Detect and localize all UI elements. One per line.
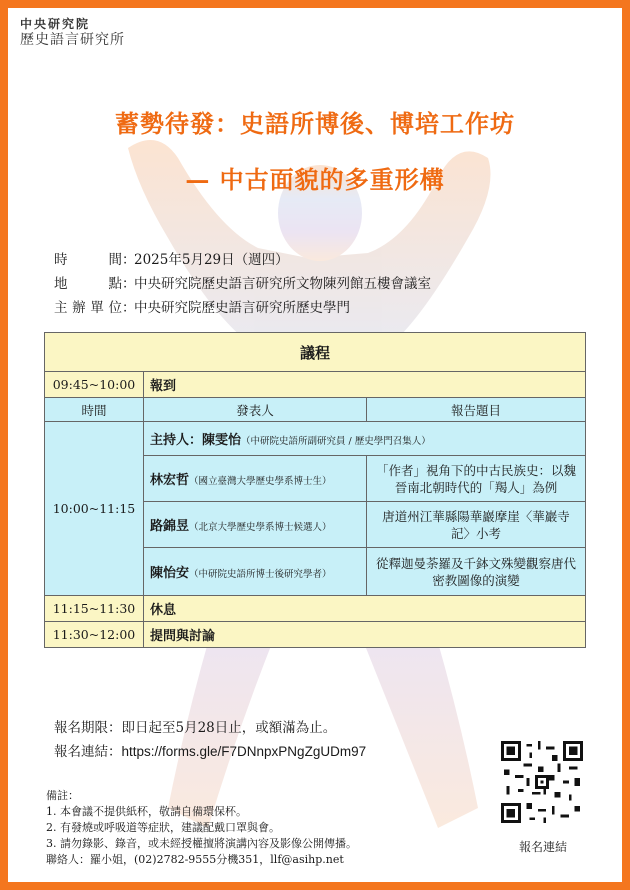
agenda-time: 11:15~11:30 (45, 596, 144, 622)
notes (46, 788, 357, 868)
registration-link-row: 報名連結：https://forms.gle/F7DNnpxPNgZgUDm97 (54, 744, 367, 760)
host-affiliation: （中研院史語所副研究員 / 歷史學門召集人） (241, 436, 431, 447)
event-info (54, 248, 431, 320)
column-header-topic: 報告題目 (367, 398, 586, 422)
speaker-affiliation: （北京大學歷史學系博士候選人） (189, 522, 332, 533)
info-value: 2025年5月29日（週四） (134, 252, 289, 268)
info-value: 中央研究院歷史語言研究所文物陳列館五樓會議室 (134, 276, 431, 292)
contact-info: 聯絡人：羅小姐，(02)2782-9555分機351，llf@asihp.net (46, 853, 344, 866)
speaker-name: 林宏哲 (150, 473, 190, 488)
info-value: 中央研究院歷史語言研究所歷史學門 (134, 300, 350, 316)
institution-logo (20, 18, 125, 48)
agenda-time: 11:30~12:00 (45, 622, 144, 648)
session-host (144, 422, 586, 456)
registration-info (54, 716, 366, 764)
info-label: 主辦單位 (54, 300, 122, 316)
note-item: 2. 有發燒或呼吸道等症狀，建議配戴口罩與會。 (46, 821, 280, 834)
info-label: 時間 (54, 252, 122, 268)
institution-line1: 中央研究院 (20, 17, 91, 31)
note-item: 1. 本會議不提供紙杯，敬請自備環保杯。 (46, 805, 247, 818)
session-time: 10:00~11:15 (45, 422, 144, 596)
agenda-table (44, 332, 586, 648)
page-title: 蓄勢待發：史語所博後、博培工作坊 (115, 109, 515, 138)
speaker (144, 502, 367, 548)
registration-period: 報名期限：即日起至5月28日止，或額滿為止。 (54, 720, 337, 736)
speaker-affiliation: （國立臺灣大學歷史學系博士生） (189, 476, 332, 487)
info-row-location: 地點 ： 中央研究院歷史語言研究所文物陳列館五樓會議室 (54, 272, 431, 296)
qr-code[interactable] (501, 741, 583, 823)
host-name: 主持人：陳雯怡 (150, 433, 242, 448)
talk-topic: 「作者」視角下的中古民族史：以魏晉南北朝時代的「羯人」為例 (367, 456, 586, 502)
poster (8, 8, 622, 882)
speaker-name: 陳怡安 (150, 566, 190, 581)
note-item: 3. 請勿錄影、錄音，或未經授權擅將演講內容及影像公開傳播。 (46, 837, 357, 850)
agenda-item: 休息 (144, 596, 586, 622)
info-label: 地點 (54, 276, 122, 292)
agenda-time: 09:45~10:00 (45, 372, 144, 398)
institution-line2: 歷史語言研究所 (20, 31, 125, 48)
column-header-time: 時間 (45, 398, 144, 422)
talk-topic: 唐道州江華縣陽華巖摩崖〈華巖寺記〉小考 (367, 502, 586, 548)
agenda-heading: 議程 (45, 333, 586, 372)
agenda-item: 提問與討論 (144, 622, 586, 648)
speaker-affiliation: （中研院史語所博士後研究學者） (189, 569, 332, 580)
column-header-speaker: 發表人 (144, 398, 367, 422)
page-subtitle: — 中古面貌的多重形構 (185, 165, 445, 194)
notes-heading: 備註： (46, 789, 79, 802)
info-row-organizer: 主辦單位 ： 中央研究院歷史語言研究所歷史學門 (54, 296, 431, 320)
qr-label: 報名連結 (518, 840, 567, 854)
info-row-time: 時間 ： 2025年5月29日（週四） (54, 248, 431, 272)
speaker (144, 548, 367, 596)
talk-topic: 從釋迦曼荼羅及千鉢文殊變觀察唐代密教圖像的演變 (367, 548, 586, 596)
speaker (144, 456, 367, 502)
agenda-item: 報到 (144, 372, 586, 398)
registration-link[interactable]: https://forms.gle/F7DNnpxPNgZgUDm97 (121, 744, 367, 759)
speaker-name: 路錦昱 (150, 519, 190, 534)
